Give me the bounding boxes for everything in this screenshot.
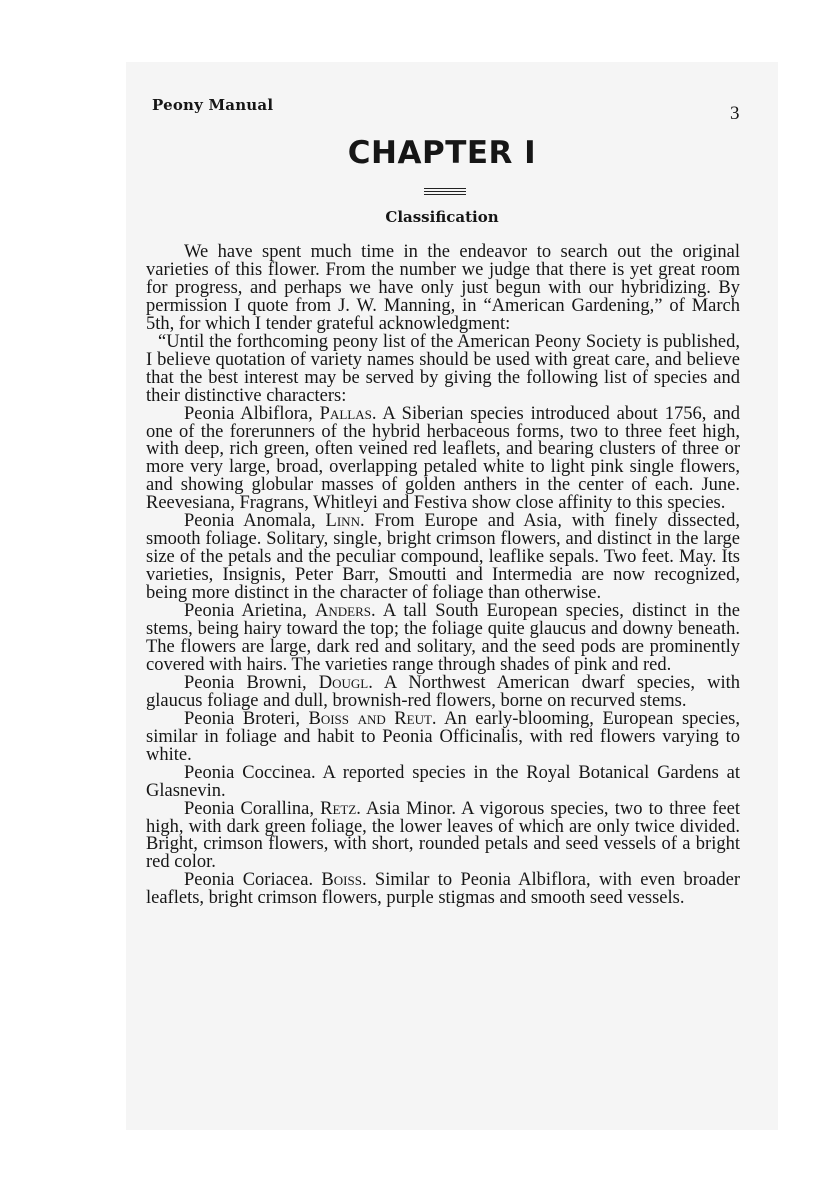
species-entry: Peonia Corallina, Retz. Asia Minor. A vigorous species, two to three feet high, with dark green foliage, the lower leaves of which are only twice divided. Bright, crimson flowers, with short, rounded petals and seed vessels of a bright red color. (146, 798, 740, 873)
species-entry: Peonia Coccinea. A reported species in the Royal Botanical Gardens at Glasnevin. (146, 762, 740, 801)
species-author: Pallas (319, 403, 372, 424)
paragraph: We have spent much time in the endeavor to search out the original varieties of this flower. From the number we judge that there is yet great room for progress, and perhaps we have only just begun with our hybridizing. By permission I quote from J. W. Manning, in “American Gardening,” of March 5th, for which I tender grateful acknowledgment: (146, 242, 740, 334)
species-entry: Peonia Albiflora, Pallas. A Siberian species introduced about 1756, and one of the forerunners of the hybrid herbaceous forms, two to three feet high, with deep, rich green, often veined red leaflets, and bearing clusters of three or more very large, broad, overlapping petaled white to light pink single flowers, and showing globular masses of golden anthers in the center of each. June. Reevesiana, Fragrans, Whitleyi and Festiva show close affinity to this species. (146, 403, 740, 514)
paragraph: “Until the forthcoming peony list of the American Peony Society is published, I believe quotation of variety names should be used with great care, and believe that the best interest may be served by giving the following list of species and their distinctive characters: (146, 331, 740, 406)
species-entry: Peonia Browni, Dougl. A Northwest American dwarf species, with glaucus foliage and dull, brownish-red flowers, borne on recurved stems. (146, 672, 740, 711)
chapter-title: CHAPTER I (347, 135, 537, 171)
page-number: 3 (730, 103, 740, 124)
species-author: Boiss and Reut (308, 708, 432, 729)
species-author: Dougl (318, 672, 369, 693)
running-title: Peony Manual (152, 96, 274, 114)
species-entry: Peonia Arietina, Anders. A tall South European species, distinct in the stems, being hairy toward the top; the foliage quite glaucus and downy beneath. The flowers are large, dark red and solitary, and the seed pods are prominently covered with hairs. The varieties range through shades of pink and red. (146, 601, 740, 675)
species-author: Linn (325, 511, 360, 532)
section-title: Classification (385, 208, 499, 226)
species-author: Retz (320, 798, 357, 819)
species-author: Boiss (321, 870, 362, 891)
body-text (146, 244, 740, 908)
species-author: Anders (315, 601, 372, 622)
species-entry: Peonia Broteri, Boiss and Reut. An early-blooming, European species, similar in foliage and habit to Peonia Officinalis, with red flowers varying to white. (146, 708, 740, 765)
ornamental-rule (424, 188, 466, 197)
species-entry: Peonia Anomala, Linn. From Europe and Asia, with finely dissected, smooth foliage. Solitary, single, bright crimson flowers, and distinct in the large size of the petals and the peculiar compound, leaflike sepals. Two feet. May. Its varieties, Insignis, Peter Barr, Smoutti and Intermedia are now recognized, being more distinct in the character of foliage than otherwise. (146, 511, 740, 604)
species-entry: Peonia Coriacea. Boiss. Similar to Peonia Albiflora, with even broader leaflets, bright crimson flowers, purple stigmas and smooth seed vessels. (146, 870, 740, 909)
